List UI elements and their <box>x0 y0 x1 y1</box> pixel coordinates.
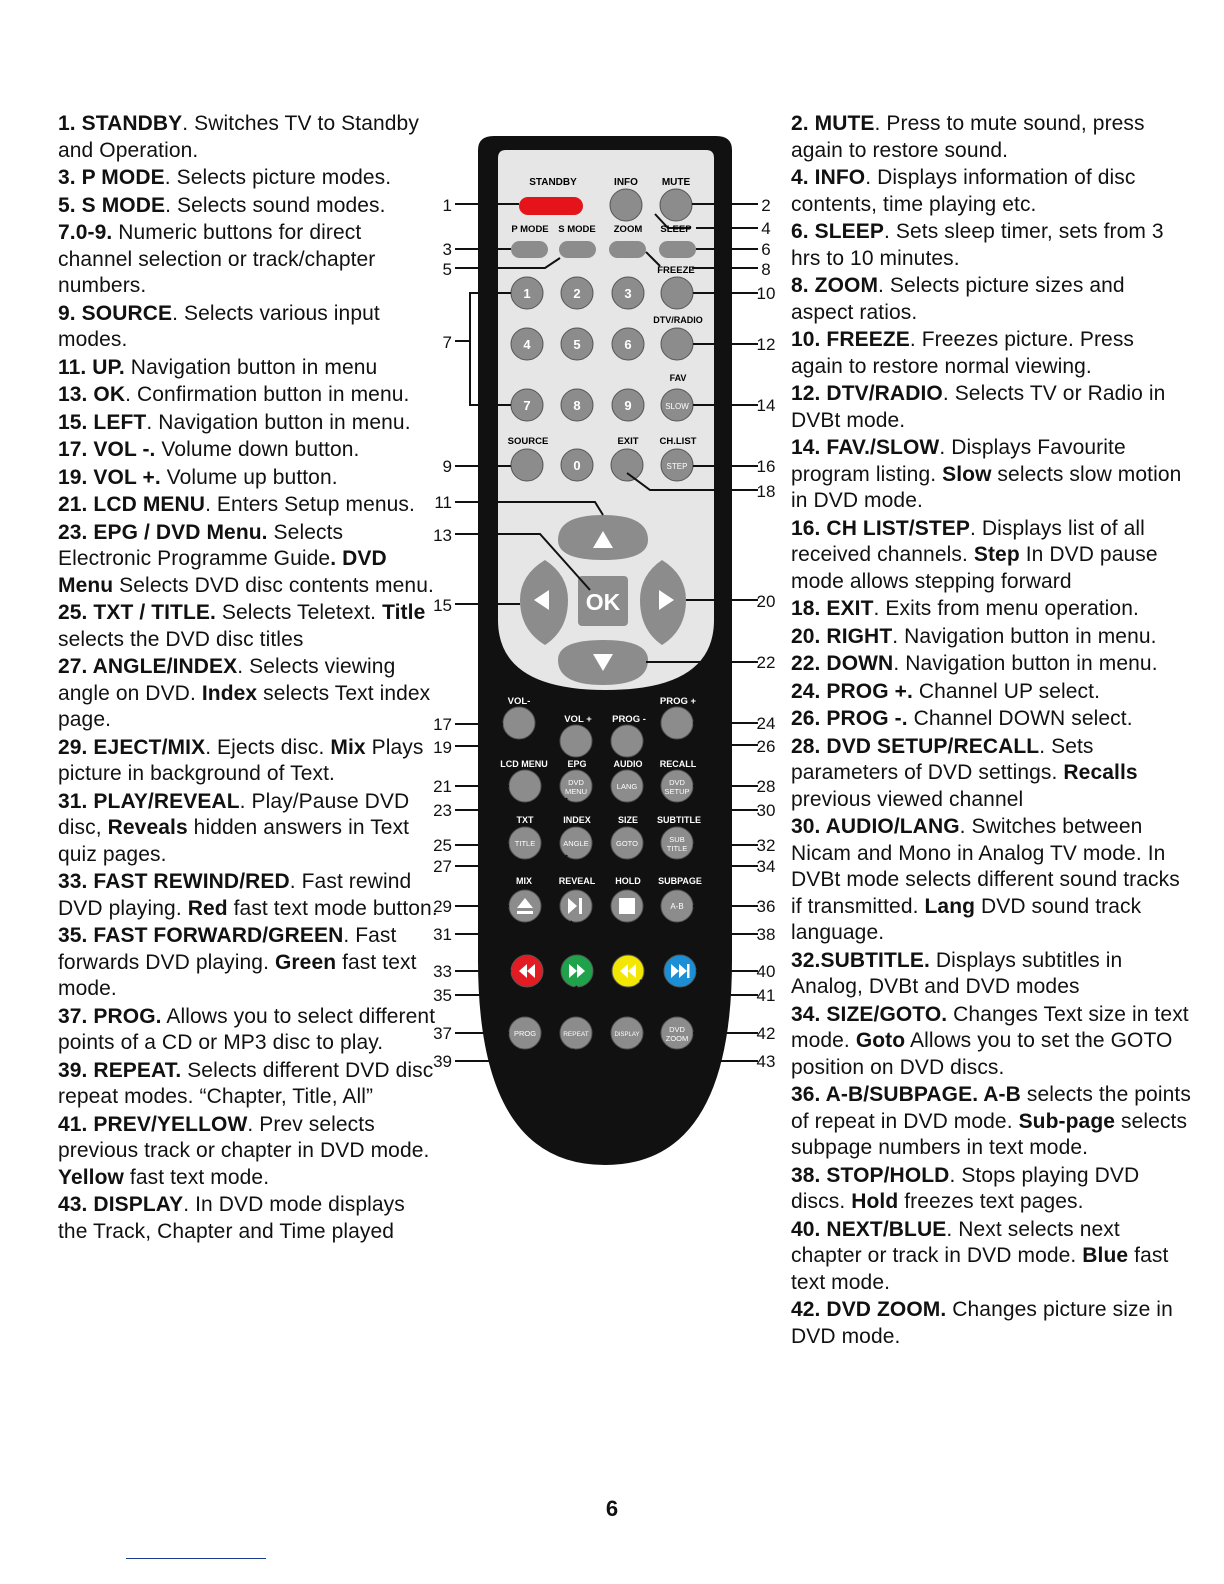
entry-heading: Title <box>382 601 426 624</box>
entry-heading: Slow <box>942 462 992 486</box>
callout-number: 14 <box>756 396 776 415</box>
reveal-label: REVEAL <box>558 876 596 886</box>
source-label: SOURCE <box>507 436 549 447</box>
entry-text: freezes text pages. <box>898 1190 1084 1213</box>
description-entry <box>791 1217 1191 1297</box>
digit-label: 0 <box>573 458 581 473</box>
smode-label: S MODE <box>558 224 596 235</box>
mix-label: MIX <box>515 876 533 886</box>
callout-number: 9 <box>442 457 452 476</box>
callout-number: 6 <box>761 240 771 259</box>
smode-button <box>559 241 596 258</box>
entry-text: . Navigation button in menu. <box>146 410 411 434</box>
sleep-button <box>659 241 696 258</box>
prog-label: PROG <box>513 1029 537 1038</box>
footnote-rule <box>126 1558 266 1559</box>
entry-text: selects the DVD disc titles <box>58 627 304 651</box>
callout-number: 37 <box>433 1024 452 1043</box>
entry-heading: 42. DVD ZOOM. <box>791 1298 947 1321</box>
entry-text: . Freezes picture. Press again to restore normal viewing. <box>791 328 1135 378</box>
pause-icon <box>579 898 582 914</box>
entry-heading: 43. DISPLAY <box>58 1193 184 1216</box>
entry-heading: Blue <box>1082 1244 1129 1267</box>
entry-heading: 4. INFO <box>791 166 866 189</box>
entry-heading: 31. PLAY/REVEAL <box>58 789 240 813</box>
entry-heading: 3. P MODE <box>58 166 165 189</box>
callout-number: 20 <box>756 592 776 611</box>
description-entry <box>791 1002 1191 1082</box>
callout-number: 2 <box>761 196 771 215</box>
callout-number: 39 <box>433 1052 452 1071</box>
entry-text: . Stops playing DVD discs. <box>791 1163 1140 1213</box>
description-entry <box>58 165 438 192</box>
lcd-menu-button <box>509 770 541 802</box>
callout-number: 43 <box>756 1052 776 1071</box>
entry-text: . Displays list of all received channels. <box>791 516 1145 566</box>
entry-heading: 41. PREV/YELLOW <box>58 1112 248 1136</box>
entry-text: . Fast forwards DVD playing. <box>58 924 397 974</box>
callout-number: 16 <box>756 457 776 476</box>
description-entry <box>791 219 1191 272</box>
entry-heading: Index <box>201 681 258 705</box>
description-entry <box>791 1163 1191 1216</box>
sub-title-label: TITLE <box>666 844 688 853</box>
description-entry <box>791 679 1191 706</box>
entry-heading: 24. PROG +. <box>791 679 913 703</box>
description-entry <box>58 789 438 869</box>
description-entry <box>791 381 1191 434</box>
entry-text: . Confirmation button in menu. <box>125 383 410 406</box>
page-number: 6 <box>605 1496 619 1521</box>
vol-minus-button <box>503 707 535 739</box>
left-description-column <box>58 111 438 1246</box>
txt-label: TXT <box>516 815 534 825</box>
entry-text: . Selects viewing angle on DVD. <box>58 655 396 705</box>
callout-number: 8 <box>761 260 771 279</box>
entry-text: Selects DVD disc contents menu. <box>113 573 434 597</box>
description-entry <box>58 301 438 354</box>
info-label: INFO <box>614 177 638 188</box>
standby-button <box>519 197 583 215</box>
entry-text: selects Text index page. <box>58 681 431 731</box>
callout-number: 31 <box>433 925 452 944</box>
entry-text: In DVD pause mode allows stepping forward <box>791 543 1158 593</box>
description-entry <box>791 706 1191 733</box>
entry-heading: 15. LEFT <box>58 410 147 434</box>
description-entry <box>58 437 438 464</box>
description-entry <box>58 492 438 519</box>
info-button <box>610 189 642 221</box>
entry-text: . In DVD mode displays the Track, Chapter and Time played <box>58 1193 405 1243</box>
callout-number: 29 <box>433 897 452 916</box>
entry-text: . Navigation button in menu. <box>893 652 1158 675</box>
callout-number: 41 <box>756 986 776 1005</box>
callout-number: 21 <box>433 777 452 796</box>
zoom-button <box>609 241 646 258</box>
description-entry <box>791 651 1191 678</box>
description-entry <box>791 1082 1191 1162</box>
description-entry <box>58 410 438 437</box>
vol-plus-button <box>560 725 592 757</box>
prog-plus-label: PROG + <box>659 696 697 707</box>
angle-label: ANGLE <box>563 839 589 848</box>
description-entry <box>791 1297 1191 1350</box>
callout-number: 42 <box>756 1024 776 1043</box>
subtitle-label: SUBTITLE <box>657 815 701 825</box>
entry-text: . Fast rewind DVD playing. <box>58 870 412 920</box>
entry-text: Changes Text size in text mode. <box>791 1002 1189 1052</box>
zoom-label: ZOOM <box>613 224 643 235</box>
description-entry <box>791 734 1191 814</box>
entry-text: . Navigation button in menu. <box>892 624 1157 648</box>
entry-heading: Step <box>973 543 1020 566</box>
entry-text: Selects Teletext. <box>215 601 383 624</box>
entry-text: . Selects picture sizes and aspect ratios. <box>791 274 1125 324</box>
mute-button <box>660 189 692 221</box>
entry-text: Channel UP select. <box>912 679 1101 703</box>
goto-label: GOTO <box>616 839 638 848</box>
callout-number: 32 <box>756 836 776 855</box>
entry-heading: 5. S MODE <box>58 193 166 217</box>
callout-number: 17 <box>433 715 452 734</box>
description-entry <box>791 948 1191 1001</box>
entry-heading: Recalls <box>1063 761 1138 784</box>
digit-label: 8 <box>573 398 581 413</box>
callout-number: 4 <box>761 219 771 238</box>
callout-number: 30 <box>756 801 776 820</box>
description-entry <box>791 596 1191 623</box>
entry-heading: 21. LCD MENU <box>58 493 206 516</box>
entry-heading: 39. REPEAT. <box>58 1058 182 1082</box>
prog-plus-button <box>661 707 693 739</box>
callout-number: 33 <box>433 962 452 981</box>
dvd-setup-label: DVD <box>669 778 685 787</box>
callout-number: 15 <box>433 596 452 615</box>
right-description-column <box>791 111 1191 1351</box>
entry-heading: 11. UP. <box>58 355 125 379</box>
dvd-zoom-label: ZOOM <box>665 1034 689 1043</box>
entry-text: Volume up button. <box>160 465 338 489</box>
entry-heading: Lang <box>924 894 976 918</box>
entry-text: . Displays information of disc contents, time playing etc. <box>791 166 1136 216</box>
entry-text: hidden answers in Text quiz pages. <box>58 816 410 866</box>
description-entry <box>791 165 1191 218</box>
digit-label: 4 <box>523 337 531 352</box>
callout-number: 5 <box>442 260 452 279</box>
entry-text: . Switches TV to Standby and Operation. <box>58 112 419 162</box>
callout-number: 26 <box>756 737 776 756</box>
description-entry <box>791 327 1191 380</box>
chlist-label: CH.LIST <box>659 436 697 447</box>
entry-text: Changes picture size in DVD mode. <box>791 1298 1173 1348</box>
digit-label: 7 <box>523 398 531 413</box>
digit-label: 2 <box>573 286 581 301</box>
entry-heading: 10. FREEZE <box>791 328 910 351</box>
freeze-label: FREEZE <box>657 265 695 276</box>
entry-heading: 6. SLEEP <box>791 220 885 243</box>
entry-heading: 32.SUBTITLE. <box>791 948 930 972</box>
entry-heading: 13. OK <box>58 383 126 406</box>
entry-heading: 16. CH LIST/STEP <box>791 516 970 540</box>
hold-label: HOLD <box>615 876 641 886</box>
description-entry <box>58 735 438 788</box>
pmode-label: P MODE <box>511 224 549 235</box>
entry-heading: . DVD Menu <box>58 547 387 597</box>
entry-heading: 27. ANGLE/INDEX <box>58 655 238 678</box>
entry-heading: Mix <box>330 735 366 759</box>
entry-text: Selects different DVD disc repeat modes. “Chapter, Title, All” <box>58 1058 434 1108</box>
fav-label: FAV <box>669 373 687 383</box>
entry-text: Plays picture in background of Text. <box>58 735 424 785</box>
prog-minus-button <box>611 725 643 757</box>
digit-label: 9 <box>624 398 632 413</box>
entry-text: . Selects TV or Radio in DVBt mode. <box>791 382 1166 432</box>
prog-minus-label: PROG - <box>612 714 646 725</box>
audio-label: AUDIO <box>613 759 643 769</box>
entry-heading: 34. SIZE/GOTO. <box>791 1002 948 1026</box>
callout-number: 7 <box>442 333 452 352</box>
digit-label: 6 <box>624 337 632 352</box>
eject-icon <box>517 911 533 914</box>
description-entry <box>58 1058 438 1111</box>
index-label: INDEX <box>563 815 591 825</box>
entry-text: Navigation button in menu <box>124 355 378 379</box>
remote-control-diagram <box>420 120 780 1170</box>
callout-number: 12 <box>756 335 776 354</box>
entry-heading: 14. FAV./SLOW <box>791 436 940 459</box>
entry-heading: 26. PROG -. <box>791 707 908 730</box>
entry-text: . Play/Pause DVD disc, <box>58 789 410 839</box>
callout-number: 1 <box>442 196 452 215</box>
description-entry <box>791 435 1191 515</box>
entry-text: fast text mode. <box>791 1244 1169 1294</box>
description-entry <box>58 923 438 1003</box>
entry-text: . Sets parameters of DVD settings. <box>791 734 1094 784</box>
entry-text: selects slow motion in DVD mode. <box>791 462 1182 512</box>
callout-number: 24 <box>756 714 776 733</box>
sleep-label: SLEEP <box>660 224 692 235</box>
entry-heading: 38. STOP/HOLD <box>791 1163 950 1187</box>
entry-heading: Green <box>274 950 337 974</box>
entry-heading: 1. STANDBY <box>58 112 183 135</box>
entry-text: . Selects various input modes. <box>58 301 380 351</box>
entry-heading: Red <box>187 896 228 920</box>
vol-plus-label: VOL + <box>564 714 592 725</box>
description-entry <box>58 520 438 600</box>
entry-heading: Reveals <box>107 816 188 839</box>
callout-number: 27 <box>433 857 452 876</box>
size-label: SIZE <box>617 815 639 825</box>
description-entry <box>58 465 438 492</box>
entry-text: Allows you to select different points of a CD or MP3 disc to play. <box>58 1004 436 1054</box>
lcd-menu-label: LCD MENU <box>500 759 548 769</box>
ok-label: OK <box>585 589 621 615</box>
entry-heading: 12. DTV/RADIO <box>791 382 943 405</box>
dtv-radio-label: DTV/RADIO <box>653 315 703 325</box>
dvd-zoom-label: DVD <box>669 1025 685 1034</box>
entry-heading: Yellow <box>58 1165 124 1189</box>
lang-label: LANG <box>616 782 638 791</box>
entry-heading: Hold <box>851 1190 899 1213</box>
entry-text: Allows you to set the GOTO position on DVD discs. <box>791 1029 1173 1079</box>
callout-number: 38 <box>756 925 776 944</box>
entry-text: DVD sound track language. <box>791 894 1142 944</box>
entry-heading: Sub-page <box>1018 1109 1116 1133</box>
entry-text: Numeric buttons for direct channel selection or track/chapter numbers. <box>58 221 376 297</box>
subpage-label: SUBPAGE <box>658 876 702 886</box>
callout-number: 22 <box>756 653 776 672</box>
recall-label: RECALL <box>659 759 697 769</box>
freeze-button <box>661 277 693 309</box>
callout-number: 13 <box>433 526 452 545</box>
callout-number: 36 <box>756 897 776 916</box>
entry-text: selects the points of repeat in DVD mode. <box>791 1083 1191 1133</box>
description-entry <box>58 869 438 922</box>
next-icon <box>687 964 690 978</box>
digit-label: 5 <box>573 337 581 352</box>
entry-heading: 40. NEXT/BLUE <box>791 1217 947 1241</box>
exit-button <box>611 449 643 481</box>
sub-title-label: SUB <box>669 835 685 844</box>
entry-heading: 20. RIGHT <box>791 624 893 648</box>
callout-number: 11 <box>434 493 452 512</box>
entry-text: . Switches between Nicam and Mono in Analog TV mode. In DVBt mode selects different sound tracks if transmitted. <box>791 815 1180 918</box>
entry-heading: 33. FAST REWIND/RED <box>58 870 290 893</box>
description-entry <box>791 273 1191 326</box>
ab-label: A-B <box>670 902 684 911</box>
description-entry <box>58 382 438 409</box>
entry-text: . Sets sleep timer, sets from 3 hrs to 10 minutes. <box>791 220 1164 270</box>
entry-text: fast text mode. <box>58 950 417 1000</box>
description-entry <box>58 220 438 300</box>
entry-heading: 2. MUTE <box>791 112 875 135</box>
entry-text: . Press to mute sound, press again to restore sound. <box>791 112 1145 162</box>
entry-heading: 23. EPG / DVD Menu. <box>58 520 268 544</box>
description-entry <box>58 1112 438 1192</box>
entry-heading: 18. EXIT <box>791 597 874 620</box>
dtv-radio-button <box>661 328 693 360</box>
entry-heading: 7.0-9. <box>58 221 113 244</box>
entry-heading: 22. DOWN <box>791 652 894 675</box>
callout-number: 35 <box>433 986 452 1005</box>
entry-heading: 29. EJECT/MIX <box>58 735 206 759</box>
digit-label: 1 <box>523 286 531 301</box>
description-entry <box>791 624 1191 651</box>
entry-text: Selects Electronic Programme Guide <box>58 520 344 570</box>
entry-heading: Goto <box>855 1029 906 1052</box>
entry-heading: 30. AUDIO/LANG <box>791 815 960 838</box>
pmode-button <box>511 241 548 258</box>
entry-text: . Exits from menu operation. <box>873 597 1139 620</box>
entry-text: . Ejects disc. <box>205 735 331 759</box>
description-entry <box>791 516 1191 596</box>
standby-label: STANDBY <box>529 177 577 188</box>
entry-text: . Selects sound modes. <box>165 193 386 217</box>
entry-text: previous viewed channel <box>791 787 1024 811</box>
entry-heading: 35. FAST FORWARD/GREEN <box>58 924 344 947</box>
description-entry <box>58 654 438 734</box>
entry-heading: 9. SOURCE <box>58 301 173 325</box>
description-entry <box>58 193 438 220</box>
title-label: TITLE <box>514 839 536 848</box>
entry-text: fast text mode. <box>123 1165 270 1189</box>
callout-number: 25 <box>433 836 452 855</box>
description-entry <box>58 355 438 382</box>
display-label: DISPLAY <box>614 1032 640 1038</box>
entry-text: . Enters Setup menus. <box>205 493 415 516</box>
repeat-label: REPEAT <box>563 1031 589 1038</box>
description-entry <box>58 111 438 164</box>
entry-heading: 19. VOL +. <box>58 465 161 489</box>
entry-text: . Prev selects previous track or chapter in DVD mode. <box>58 1112 430 1162</box>
step-label: STEP <box>666 462 688 471</box>
entry-heading: 28. DVD SETUP/RECALL <box>791 734 1040 758</box>
description-entry <box>58 1192 438 1245</box>
entry-text: . Displays Favourite program listing. <box>791 436 1126 486</box>
description-entry <box>791 111 1191 164</box>
slow-label: SLOW <box>665 402 689 411</box>
description-entry <box>58 600 438 653</box>
callout-number: 3 <box>442 240 452 259</box>
callout-number: 34 <box>756 857 776 876</box>
dvd-setup-label: SETUP <box>664 787 690 796</box>
entry-text: Volume down button. <box>155 438 360 461</box>
exit-label: EXIT <box>617 436 639 447</box>
entry-heading: 25. TXT / TITLE. <box>58 601 216 624</box>
digit-label: 3 <box>624 286 632 301</box>
dvd-menu-label: DVD <box>568 778 584 787</box>
source-button <box>511 449 543 481</box>
entry-text: Channel DOWN select. <box>907 707 1133 730</box>
entry-text: . Next selects next chapter or track in DVD mode. <box>791 1217 1120 1267</box>
description-entry <box>58 1004 438 1057</box>
description-entry <box>791 814 1191 947</box>
entry-heading: 36. A-B/SUBPAGE. A-B <box>791 1083 1021 1106</box>
vol-minus-label: VOL- <box>507 696 531 707</box>
entry-text: fast text mode button. <box>227 896 438 920</box>
entry-heading: 17. VOL -. <box>58 438 156 461</box>
callout-number: 28 <box>756 777 776 796</box>
entry-text: selects subpage numbers in text mode. <box>791 1109 1188 1159</box>
callout-number: 18 <box>756 482 776 501</box>
stop-icon <box>619 898 635 914</box>
entry-heading: 37. PROG. <box>58 1004 162 1028</box>
callout-number: 19 <box>433 738 452 757</box>
callout-number: 23 <box>433 801 452 820</box>
mute-label: MUTE <box>661 177 691 188</box>
epg-label: EPG <box>567 759 587 769</box>
entry-heading: 8. ZOOM <box>791 274 879 297</box>
entry-text: . Selects picture modes. <box>164 166 392 189</box>
callout-number: 10 <box>756 284 776 303</box>
callout-number: 40 <box>756 962 776 981</box>
dvd-menu-label: MENU <box>564 787 588 796</box>
entry-text: Displays subtitles in Analog, DVBt and DVD modes <box>791 948 1123 998</box>
